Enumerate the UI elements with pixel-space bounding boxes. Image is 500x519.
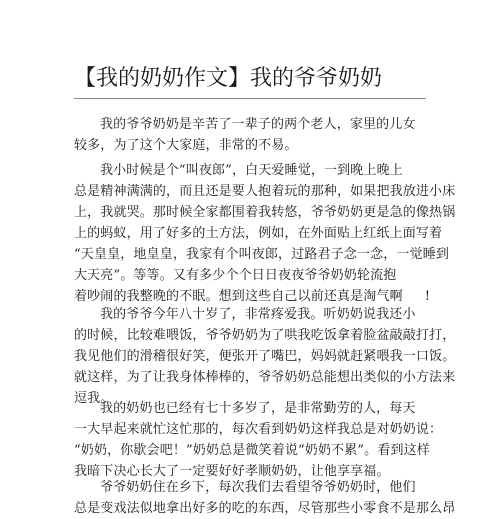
text-line: “奶奶，你歇会吧！”奶奶总是微笑着说“奶奶不累”。看到这样 bbox=[74, 443, 430, 458]
text-line: 我小时候是个“叫夜郎”，白天爱睡觉，一到晚上晚上 bbox=[100, 163, 403, 178]
paragraph-2 bbox=[74, 160, 456, 307]
text-line: 较多，为了这个大家庭，非常的不易。 bbox=[74, 138, 298, 153]
document-title: 【我的奶奶作文】我的爷爷奶奶 bbox=[74, 66, 383, 91]
text-line: “天皇皇，地皇皇，我家有个叫夜郎，过路君子念一念，一觉睡到 bbox=[74, 247, 449, 262]
text-line: 我的爷爷奶奶是辛苦了一辈子的两个老人，家里的儿女 bbox=[100, 117, 416, 132]
trailing-exclamation: ! bbox=[424, 289, 431, 304]
paragraph-1 bbox=[74, 114, 416, 156]
text-line: 我的爷爷今年八十岁了，非常疼爱我。听奶奶说我还小 bbox=[100, 307, 416, 322]
text-line: 我暗下决心长大了一定要好好孝顺奶奶，让他享享福。 bbox=[74, 464, 390, 479]
text-line: 就这样，为了让我身体棒棒的，爷爷奶奶总能想出类似的小方法来 bbox=[74, 370, 456, 385]
text-line: 总是变戏法似地拿出好多的吃的东西，尽管那些小零食不是那么昂 bbox=[74, 501, 456, 516]
paragraph-5 bbox=[74, 477, 456, 519]
paragraph-4 bbox=[74, 398, 443, 482]
text-line: 的时候，比较难喂饭，爷爷奶奶为了哄我吃饭拿着脸盆敲敲打打， bbox=[74, 328, 456, 343]
text-line: 逗我。 bbox=[74, 391, 114, 406]
text-line: 总是精神满满的，而且还是要人抱着玩的那种，如果把我放进小床 bbox=[74, 184, 456, 199]
text-line: 爷爷奶奶住在乡下，每次我们去看望爷爷奶奶时，他们 bbox=[100, 480, 416, 495]
text-line: 我的奶奶也已经有七十多岁了，是非常勤劳的人，每天 bbox=[100, 401, 416, 416]
text-line: 大天亮”。等等。又有多少个个日日夜夜爷爷奶奶轮流抱 bbox=[74, 268, 397, 283]
paragraph-3 bbox=[74, 304, 456, 409]
title-divider bbox=[74, 98, 426, 99]
text-line: 我见他们的滑稽很好笑，便张开了嘴巴，妈妈就赶紧喂我一口饭。 bbox=[74, 349, 456, 364]
text-line: 上的蚂蚁，用了好多的土方法，例如，在外面贴上红纸上面写着 bbox=[74, 226, 443, 241]
text-line: 上，我就哭。那时候全家都围着我转悠，爷爷奶奶更是急的像热锅 bbox=[74, 205, 456, 220]
text-line-content: 着吵闹的我整晚的不眠。想到这些自己以前还真是淘气啊 bbox=[74, 289, 403, 304]
text-line: 一大早起来就忙这忙那的，每次看到奶奶这样我总是对奶奶说： bbox=[74, 422, 443, 437]
